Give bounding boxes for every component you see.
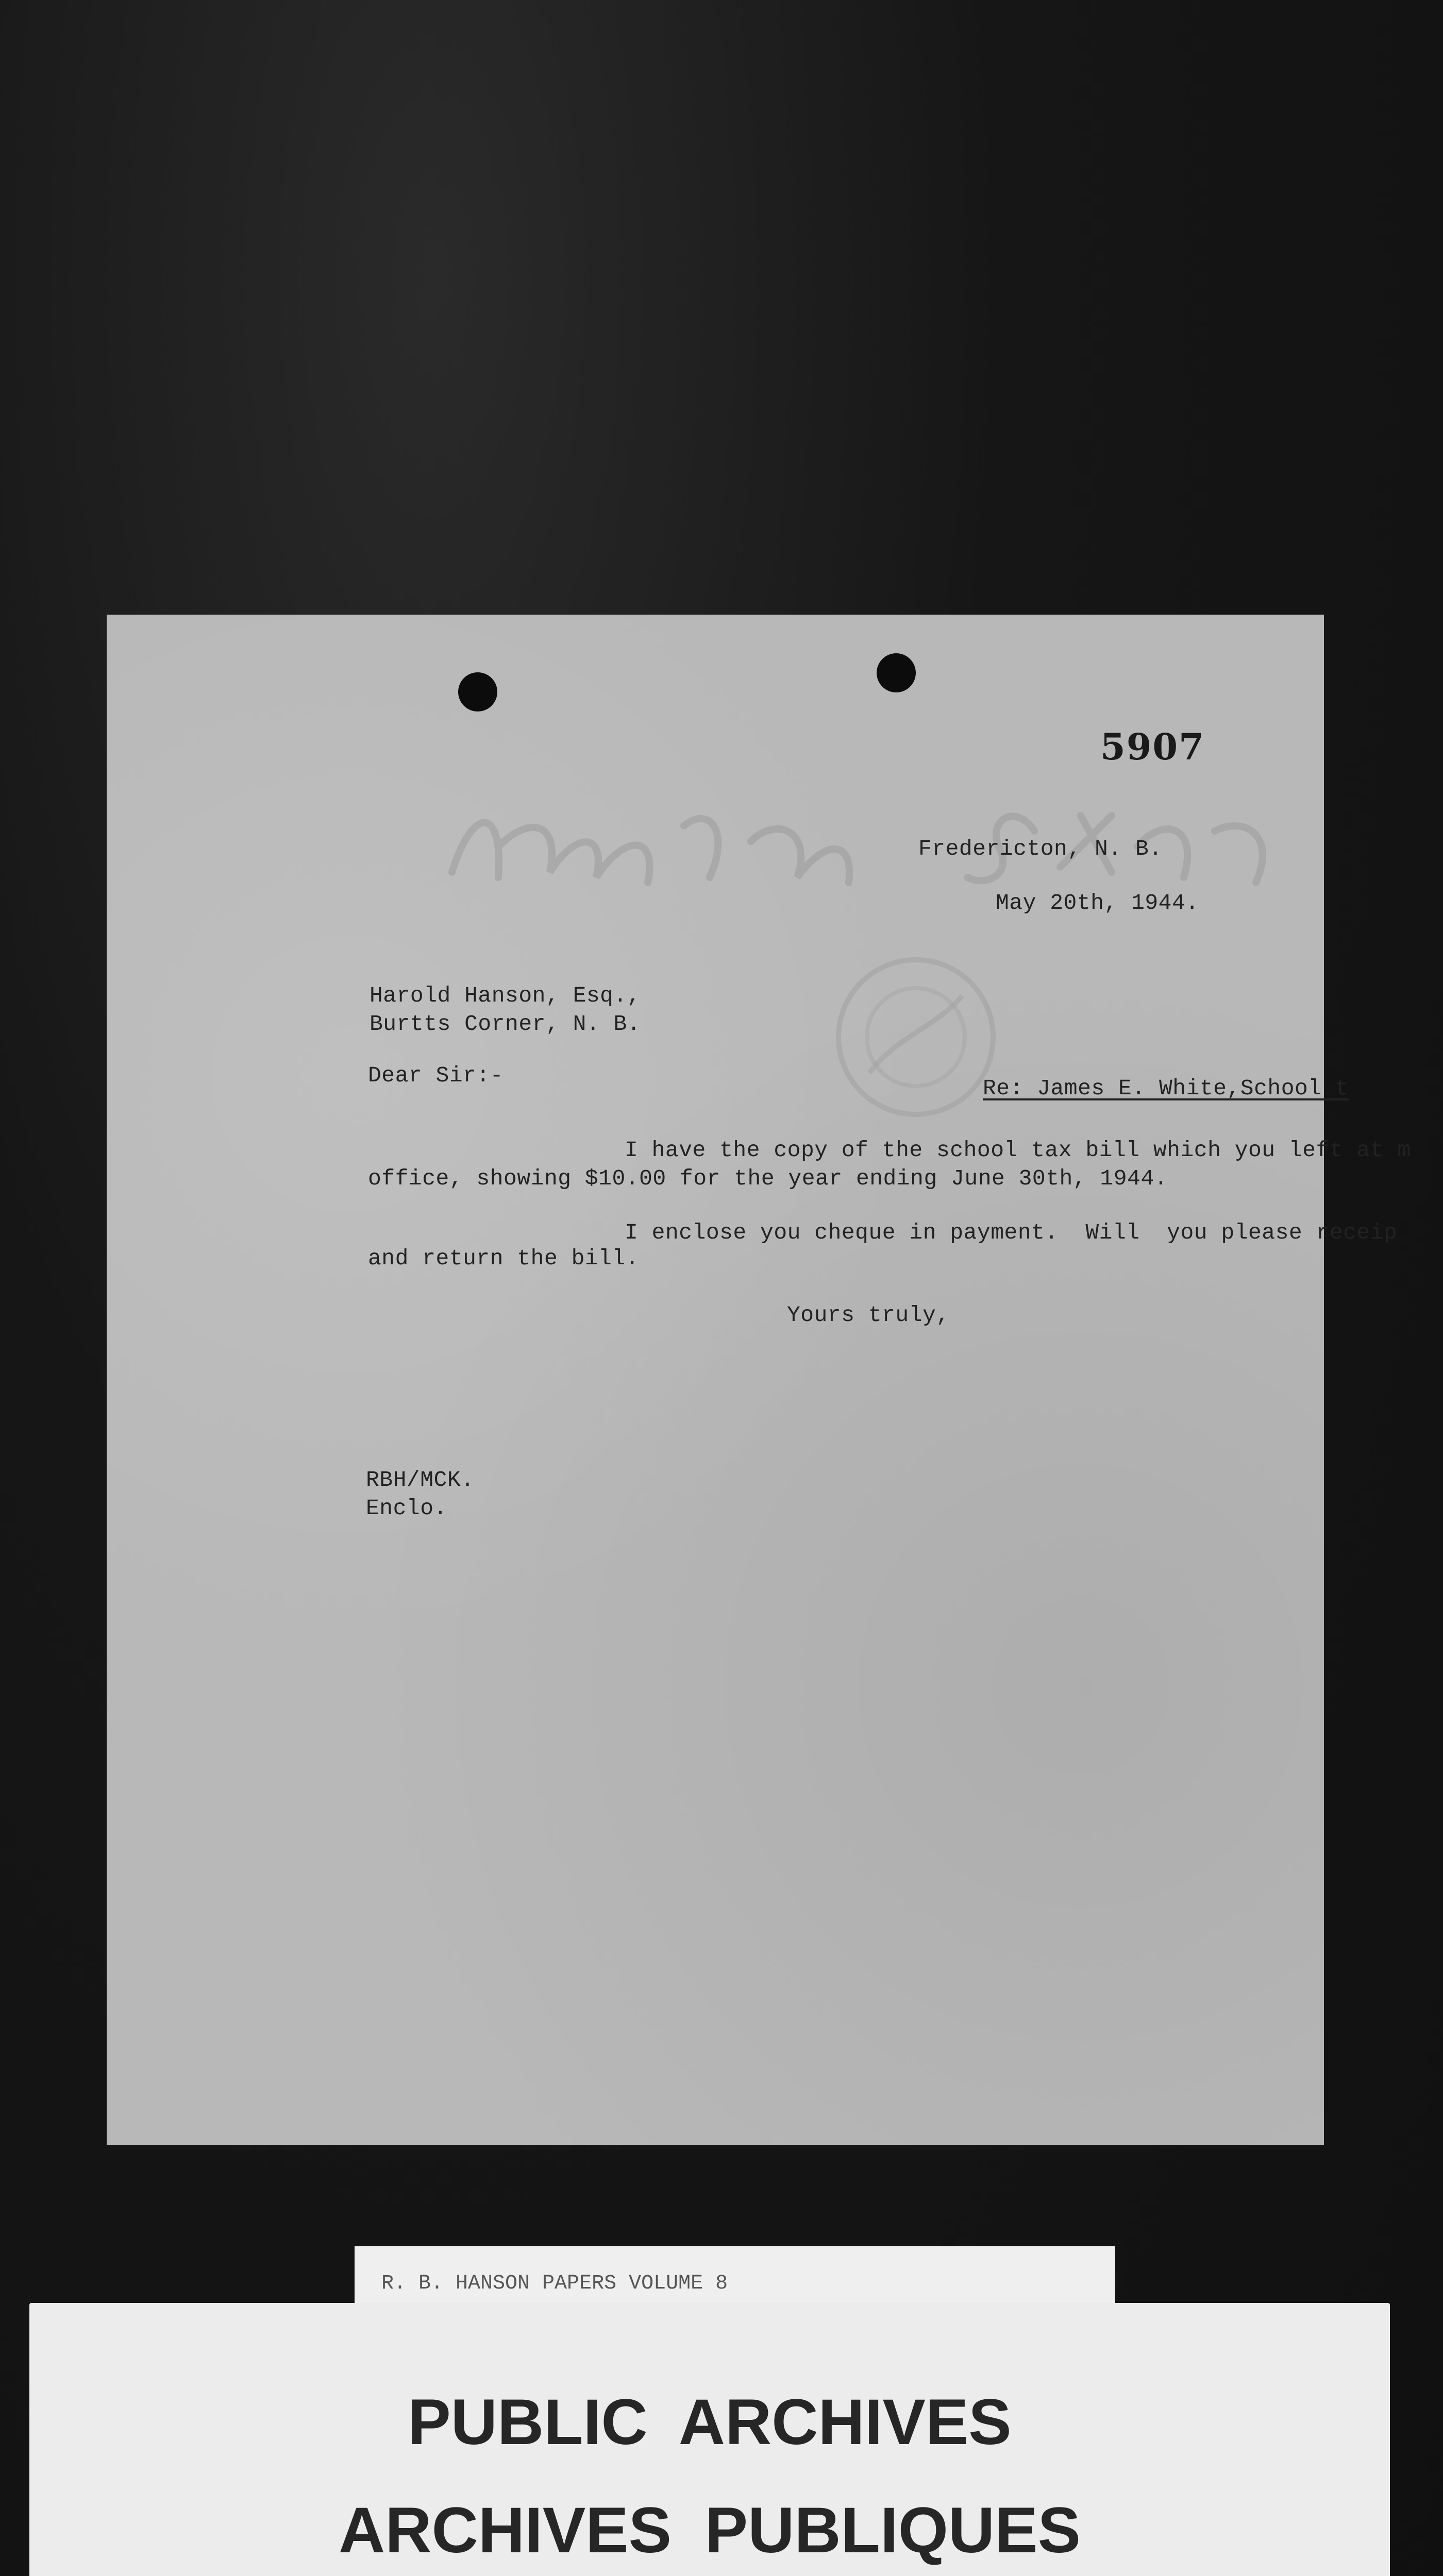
punch-hole-left: [458, 672, 497, 711]
body-line-2: office, showing $10.00 for the year ending June 30th, 1944.: [368, 1166, 1168, 1191]
body-line-3: I enclose you cheque in payment. Will you please receip: [625, 1220, 1398, 1245]
closing: Yours truly,: [787, 1302, 950, 1328]
archives-title-english: PUBLIC ARCHIVES: [408, 2386, 1012, 2458]
letter-place: Fredericton, N. B.: [918, 836, 1163, 861]
punch-hole-right: [877, 653, 916, 692]
document-number: 5907: [1100, 725, 1205, 768]
body-line-1: I have the copy of the school tax bill which you left at m: [625, 1138, 1411, 1163]
letter-page: [107, 615, 1411, 2145]
volume-label-text: R. B. HANSON PAPERS VOLUME 8: [381, 2272, 728, 2295]
recipient-name: Harold Hanson, Esq.,: [370, 983, 641, 1008]
body-line-4: and return the bill.: [368, 1246, 640, 1271]
recipient-address: Burtts Corner, N. B.: [370, 1011, 641, 1037]
letter-date: May 20th, 1944.: [996, 890, 1199, 916]
faint-handwriting-mark: [442, 785, 1318, 898]
archives-title-french: ARCHIVES PUBLIQUES: [339, 2495, 1081, 2566]
enclosure-note: Enclo.: [366, 1496, 447, 1521]
typist-initials: RBH/MCK.: [366, 1467, 475, 1493]
subject-line: Re: James E. White,School t: [983, 1076, 1349, 1101]
salutation: Dear Sir:-: [368, 1063, 504, 1088]
faint-stamp-mark: [808, 944, 1024, 1130]
archives-card: [29, 2303, 1390, 2576]
